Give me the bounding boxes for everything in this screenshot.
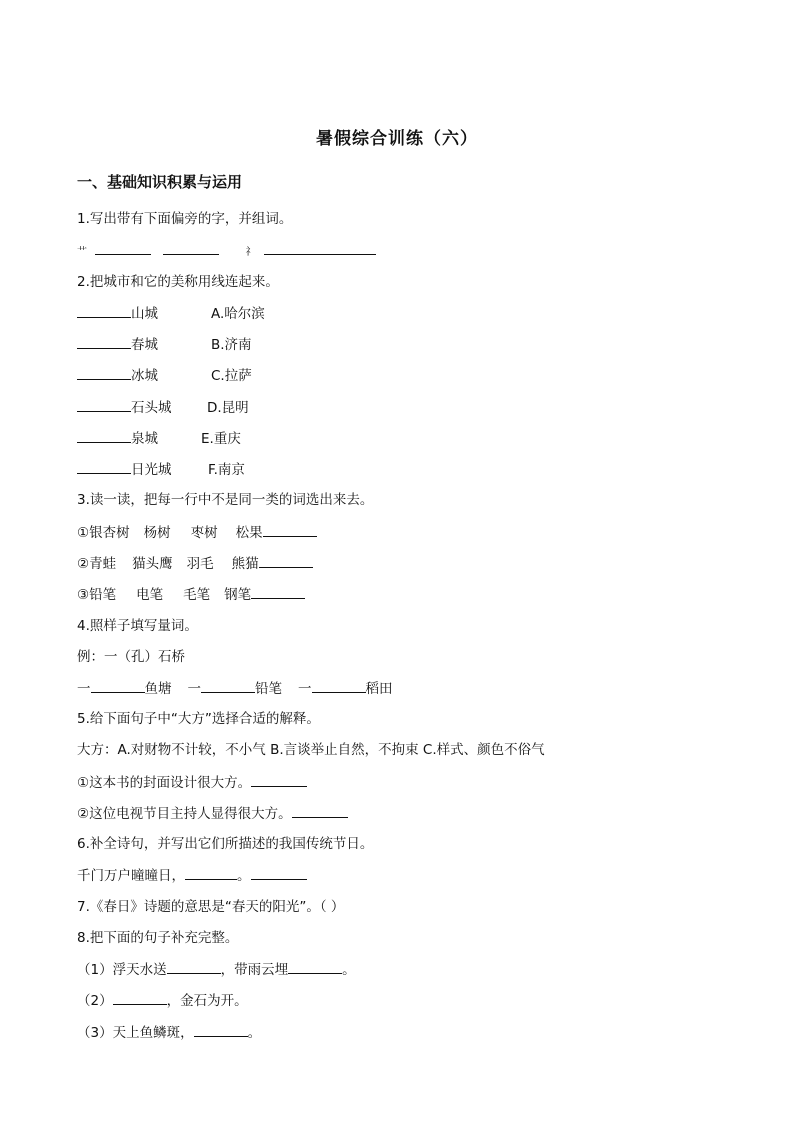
q2-blank[interactable] [77, 459, 131, 474]
q5-sentence [77, 772, 307, 793]
q6-poem-line: 千门万户曈曈日， [77, 868, 185, 884]
q8-text: 。 [342, 962, 356, 978]
q2-prompt: 2.把城市和它的美称用线连起来。 [77, 274, 279, 290]
q7-prompt: 7.《春日》诗题的意思是“春天的阳光”。（ ） [77, 899, 345, 915]
q2-row [77, 428, 241, 449]
q2-city: E.重庆 [201, 431, 241, 447]
q2-city: A.哈尔滨 [211, 306, 265, 322]
q4-word: 一 [77, 681, 91, 697]
q1-radical-a: 艹 [77, 247, 87, 258]
q8-sentence [77, 1022, 261, 1043]
q1-blank[interactable] [163, 240, 219, 255]
q2-blank[interactable] [77, 303, 131, 318]
q8-text: ，带雨云埋 [220, 962, 289, 978]
q5-sentence-text: ②这位电视节目主持人显得很大方。 [77, 806, 292, 822]
q6-mark: 。 [237, 868, 251, 884]
q5-definition: 大方：A.对财物不计较，不小气 B.言谈举止自然，不拘束 C.样式、颜色不俗气 [77, 742, 545, 758]
q8-blank[interactable] [113, 990, 167, 1005]
q3-blank[interactable] [263, 522, 317, 537]
q2-blank[interactable] [77, 428, 131, 443]
q8-text: （1）浮天水送 [77, 962, 167, 978]
q4-word: 鱼塘 [144, 681, 172, 697]
q6-prompt: 6.补全诗句，并写出它们所描述的我国传统节日。 [77, 836, 374, 852]
q8-blank[interactable] [194, 1022, 248, 1037]
q4-word: 铅笔 [255, 681, 282, 697]
page-title: 暑假综合训练（六） [316, 129, 478, 149]
q3-prompt: 3.读一读，把每一行中不是同一类的词选出来去。 [77, 492, 374, 508]
q2-nickname: 泉城 [131, 431, 158, 447]
q5-blank[interactable] [251, 772, 307, 787]
q4-word: 一 [187, 681, 201, 697]
q3-row [77, 553, 313, 574]
q4-prompt: 4.照样子填写量词。 [77, 618, 198, 634]
q2-blank[interactable] [77, 365, 131, 380]
q3-word: ①银杏树 [77, 525, 130, 541]
q3-word: ③铅笔 [77, 587, 117, 603]
q3-word: 松果 [235, 525, 263, 541]
q5-sentence [77, 803, 348, 824]
q1-radical-b: 礻 [245, 247, 256, 258]
q2-nickname: 日光城 [131, 462, 172, 478]
q2-nickname: 冰城 [131, 368, 158, 384]
q2-row [77, 459, 245, 480]
q4-blank[interactable] [91, 678, 145, 693]
q2-nickname: 春城 [131, 337, 158, 353]
q3-word: 毛笔 [183, 587, 211, 603]
q2-city: B.济南 [211, 337, 252, 353]
q1-prompt: 1.写出带有下面偏旁的字，并组词。 [77, 211, 293, 227]
q4-word: 稻田 [365, 681, 393, 697]
q3-row [77, 584, 305, 605]
q3-row [77, 522, 317, 543]
q8-prompt: 8.把下面的句子补充完整。 [77, 930, 239, 946]
q3-word: 杨树 [143, 525, 171, 541]
q3-word: ②青蛙 [77, 556, 117, 572]
q5-blank[interactable] [292, 803, 348, 818]
q4-answer-row [77, 678, 393, 699]
q2-row [77, 334, 252, 355]
q8-sentence [77, 959, 356, 980]
q3-blank[interactable] [259, 553, 313, 568]
q4-example: 例：一（孔）石桥 [77, 649, 185, 665]
q3-word: 羽毛 [186, 556, 214, 572]
q5-sentence-text: ①这本书的封面设计很大方。 [77, 775, 252, 791]
q2-row [77, 365, 252, 386]
q1-answer-row [77, 240, 376, 263]
q8-text: （2） [77, 993, 113, 1009]
q2-nickname: 山城 [131, 306, 158, 322]
q2-row [77, 303, 265, 324]
q2-row [77, 397, 249, 418]
q3-word: 猫头鹰 [132, 556, 173, 572]
q8-text: 。 [247, 1025, 262, 1041]
q3-blank[interactable] [251, 584, 305, 599]
q8-text: （3）天上鱼鳞斑， [77, 1025, 194, 1041]
q5-prompt: 5.给下面句子中“大方”选择合适的解释。 [77, 711, 320, 727]
q4-word: 一 [298, 681, 312, 697]
q3-word: 电笔 [136, 587, 164, 603]
q4-blank[interactable] [312, 678, 366, 693]
q1-blank[interactable] [264, 240, 376, 255]
q2-blank[interactable] [77, 334, 131, 349]
q1-blank[interactable] [95, 240, 151, 255]
q2-city: F.南京 [208, 462, 245, 478]
q2-city: C.拉萨 [211, 368, 252, 384]
q8-blank[interactable] [288, 959, 342, 974]
q6-blank[interactable] [251, 865, 307, 880]
q2-nickname: 石头城 [131, 400, 172, 416]
q8-blank[interactable] [167, 959, 221, 974]
q3-word: 熊猫 [231, 556, 259, 572]
section-heading: 一、基础知识积累与运用 [77, 173, 243, 191]
q6-blank[interactable] [185, 865, 237, 880]
q2-blank[interactable] [77, 397, 131, 412]
q4-blank[interactable] [201, 678, 255, 693]
q6-answer-row [77, 865, 307, 886]
q8-text: ，金石为开。 [166, 993, 248, 1009]
q8-sentence [77, 990, 248, 1011]
q3-word: 枣树 [190, 525, 218, 541]
q2-city: D.昆明 [207, 400, 249, 416]
q3-word: 钢笔 [224, 587, 252, 603]
